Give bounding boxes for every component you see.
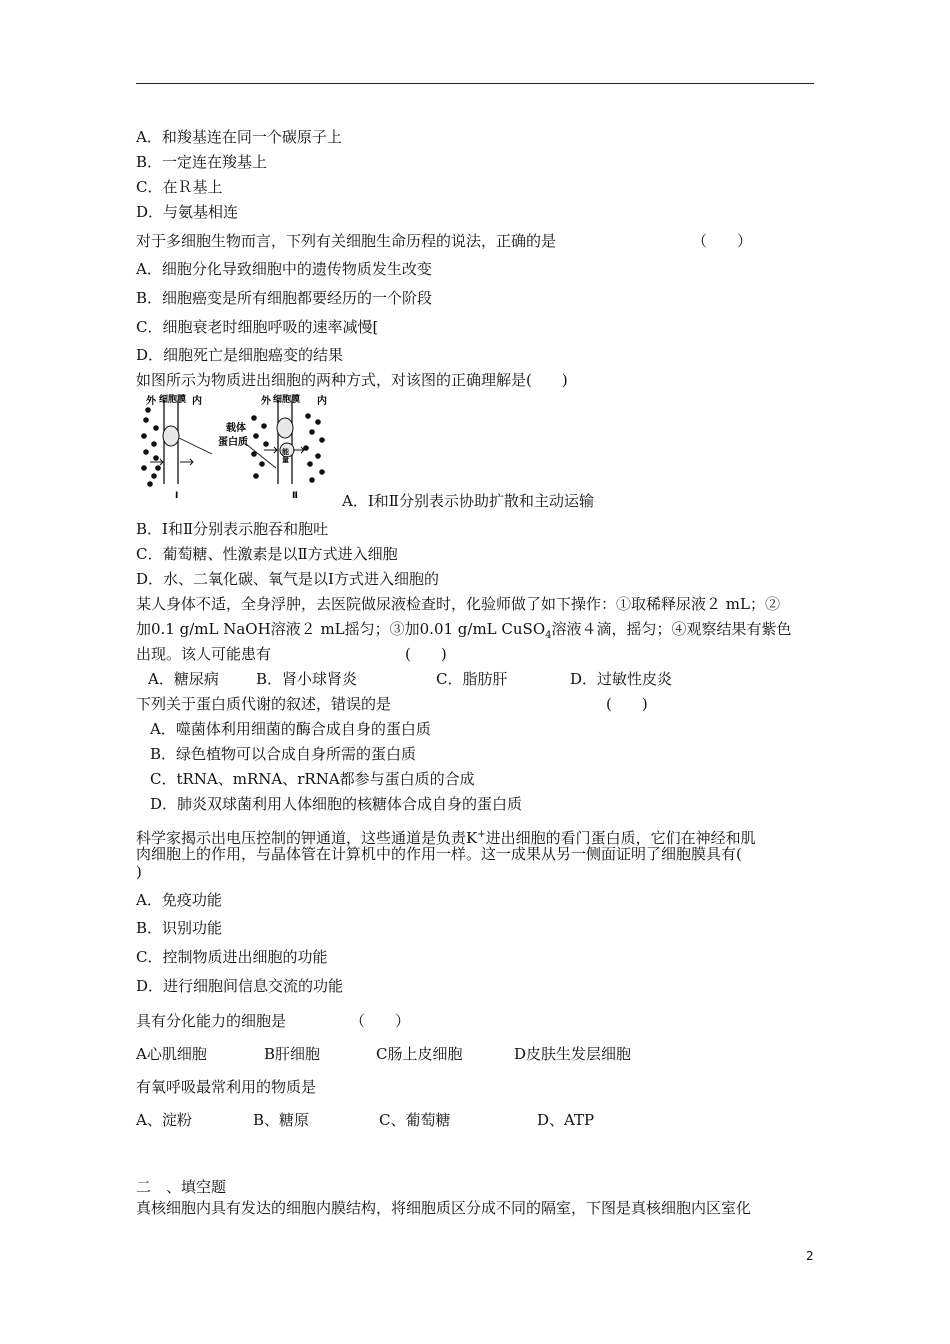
q5-stem: 下列关于蛋白质代谢的叙述，错误的是 xyxy=(136,695,392,713)
membrane-label-1: 细胞膜 xyxy=(159,395,187,405)
q5-option-b: B．绿色植物可以合成自身所需的蛋白质 xyxy=(150,745,417,763)
q4-line-1: 某人身体不适，全身浮肿，去医院做尿液检查时，化验师做了如下操作：①取稀释尿液２ mL；② xyxy=(136,595,780,613)
molecule-dot xyxy=(151,473,157,479)
molecule-dot xyxy=(309,477,315,483)
molecule-dot xyxy=(155,465,161,471)
q2-stem: 对于多细胞生物而言，下列有关细胞生命历程的说法，正确的是 xyxy=(136,232,557,250)
molecule-dot xyxy=(259,461,265,467)
molecule-dot xyxy=(263,441,269,447)
q8-stem: 有氧呼吸最常利用的物质是 xyxy=(136,1078,317,1096)
outside-label-2: 外 xyxy=(261,396,271,407)
molecule-dot xyxy=(141,465,147,471)
q1-option-d: D．与氨基相连 xyxy=(136,203,239,221)
molecule-dot xyxy=(307,461,313,467)
q4-option-b: B．肾小球肾炎 xyxy=(256,670,358,688)
pointer-line-1 xyxy=(179,438,212,454)
q4-option-c: C．脂肪肝 xyxy=(436,670,508,688)
q3-option-a: A．Ⅰ和Ⅱ分别表示协助扩散和主动运输 xyxy=(342,492,594,510)
q8-option-c: C、葡萄糖 xyxy=(379,1111,451,1129)
molecule-dot xyxy=(143,417,149,423)
q2-option-b: B．细胞癌变是所有细胞都要经历的一个阶段 xyxy=(136,289,433,307)
q4-option-d: D．过敏性皮炎 xyxy=(570,670,673,688)
molecule-dot xyxy=(151,441,157,447)
inside-label-2: 内 xyxy=(317,396,327,407)
section-2-title: 二 、填空题 xyxy=(136,1178,227,1196)
q5-option-d: D．肺炎双球菌利用人体细胞的核糖体合成自身的蛋白质 xyxy=(150,795,523,813)
molecule-dot xyxy=(319,469,325,475)
q5-answer-blank: ( ) xyxy=(606,695,648,713)
q3-stem: 如图所示为物质进出细胞的两种方式，对该图的正确理解是( ) xyxy=(136,371,568,389)
molecule-dot xyxy=(315,453,321,459)
energy-label-line1: 能 xyxy=(282,448,289,456)
q8-option-a: A、淀粉 xyxy=(136,1111,192,1129)
section-2-line-1: 真核细胞内具有发达的细胞内膜结构，将细胞质区分成不同的隔室，下图是真核细胞内区室化 xyxy=(136,1199,752,1217)
carrier-protein-1 xyxy=(163,426,179,446)
q7-answer-blank: （ ） xyxy=(350,1012,411,1030)
q2-option-a: A．细胞分化导致细胞中的遗传物质发生改变 xyxy=(136,260,432,278)
q6-option-b: B．识别功能 xyxy=(136,919,223,937)
molecule-dot xyxy=(261,423,267,429)
q5-option-a: A．噬菌体利用细菌的酶合成自身的蛋白质 xyxy=(150,720,431,738)
carrier-protein-2a xyxy=(277,418,293,438)
q3-option-d: D．水、二氧化碳、氧气是以Ⅰ方式进入细胞的 xyxy=(136,570,439,588)
molecule-dot xyxy=(309,429,315,435)
q5-option-c: C．tRNA、mRNA、rRNA都参与蛋白质的合成 xyxy=(150,770,475,788)
q7-option-a: A心肌细胞 xyxy=(136,1045,207,1063)
membrane-label-2: 细胞膜 xyxy=(273,395,301,405)
molecule-dot xyxy=(253,433,259,439)
molecule-dot xyxy=(153,455,159,461)
carrier-label-line2: 蛋白质 xyxy=(218,437,248,448)
q6-line-1: 科学家揭示出电压控制的钾通道，这些通道是负责K+进出细胞的看门蛋白质，它们在神经和肌 xyxy=(136,829,756,847)
q1-option-b: B．一定连在羧基上 xyxy=(136,153,268,171)
energy-label-line2: 量 xyxy=(282,456,289,464)
q6-line-3: ) xyxy=(136,863,142,881)
q1-option-c: C．在Ｒ基上 xyxy=(136,178,223,196)
q8-option-b: B、糖原 xyxy=(253,1111,310,1129)
q6-option-d: D．进行细胞间信息交流的功能 xyxy=(136,977,344,995)
q7-option-d: D皮肤生发层细胞 xyxy=(514,1045,632,1063)
molecule-dots-left xyxy=(141,407,161,487)
outside-label-1: 外 xyxy=(146,396,156,407)
page-number: 2 xyxy=(806,1249,814,1263)
molecule-dot xyxy=(251,415,257,421)
molecule-dot xyxy=(141,433,147,439)
method-label-2: Ⅱ xyxy=(292,491,298,501)
q7-option-c: C肠上皮细胞 xyxy=(376,1045,463,1063)
q4-answer-blank: ( ) xyxy=(405,645,447,663)
molecule-dot xyxy=(153,425,159,431)
q2-option-c: C．细胞衰老时细胞呼吸的速率减慢[ xyxy=(136,318,379,336)
molecule-dot xyxy=(319,437,325,443)
header-rule xyxy=(136,83,814,84)
q7-stem: 具有分化能力的细胞是 xyxy=(136,1012,287,1030)
q6-option-c: C．控制物质进出细胞的功能 xyxy=(136,948,328,966)
molecule-dot xyxy=(305,413,311,419)
q6-line-2: 肉细胞上的作用，与晶体管在计算机中的作用一样。这一成果从另一侧面证明了细胞膜具有( xyxy=(136,845,742,863)
q4-line-3: 出现。该人可能患有 xyxy=(136,645,272,663)
q4-line-2: 加0.1 g/mL NaOH溶液２ mL摇匀；③加0.01 g/mL CuSO$_4$溶液４滴，摇匀；④观察结果有紫色 xyxy=(136,620,792,641)
q7-option-b: B肝细胞 xyxy=(264,1045,321,1063)
molecule-dot xyxy=(147,481,153,487)
carrier-label-line1: 载体 xyxy=(226,423,246,434)
q2-answer-blank: （ ） xyxy=(692,232,753,250)
molecule-dot xyxy=(253,473,259,479)
q3-option-b: B．Ⅰ和Ⅱ分别表示胞吞和胞吐 xyxy=(136,520,329,538)
membrane-transport-figure xyxy=(136,392,346,504)
inside-label-1: 内 xyxy=(192,396,202,407)
q3-option-c: C．葡萄糖、性激素是以Ⅱ方式进入细胞 xyxy=(136,545,398,563)
method-label-1: Ⅰ xyxy=(175,491,179,501)
molecule-dot xyxy=(143,449,149,455)
molecule-dot xyxy=(315,419,321,425)
q2-option-d: D．细胞死亡是细胞癌变的结果 xyxy=(136,346,344,364)
q8-option-d: D、ATP xyxy=(537,1111,595,1129)
molecule-dot xyxy=(145,407,151,413)
q6-option-a: A．免疫功能 xyxy=(136,891,222,909)
q4-option-a: A．糖尿病 xyxy=(148,670,219,688)
q1-option-a: A．和羧基连在同一个碳原子上 xyxy=(136,128,342,146)
